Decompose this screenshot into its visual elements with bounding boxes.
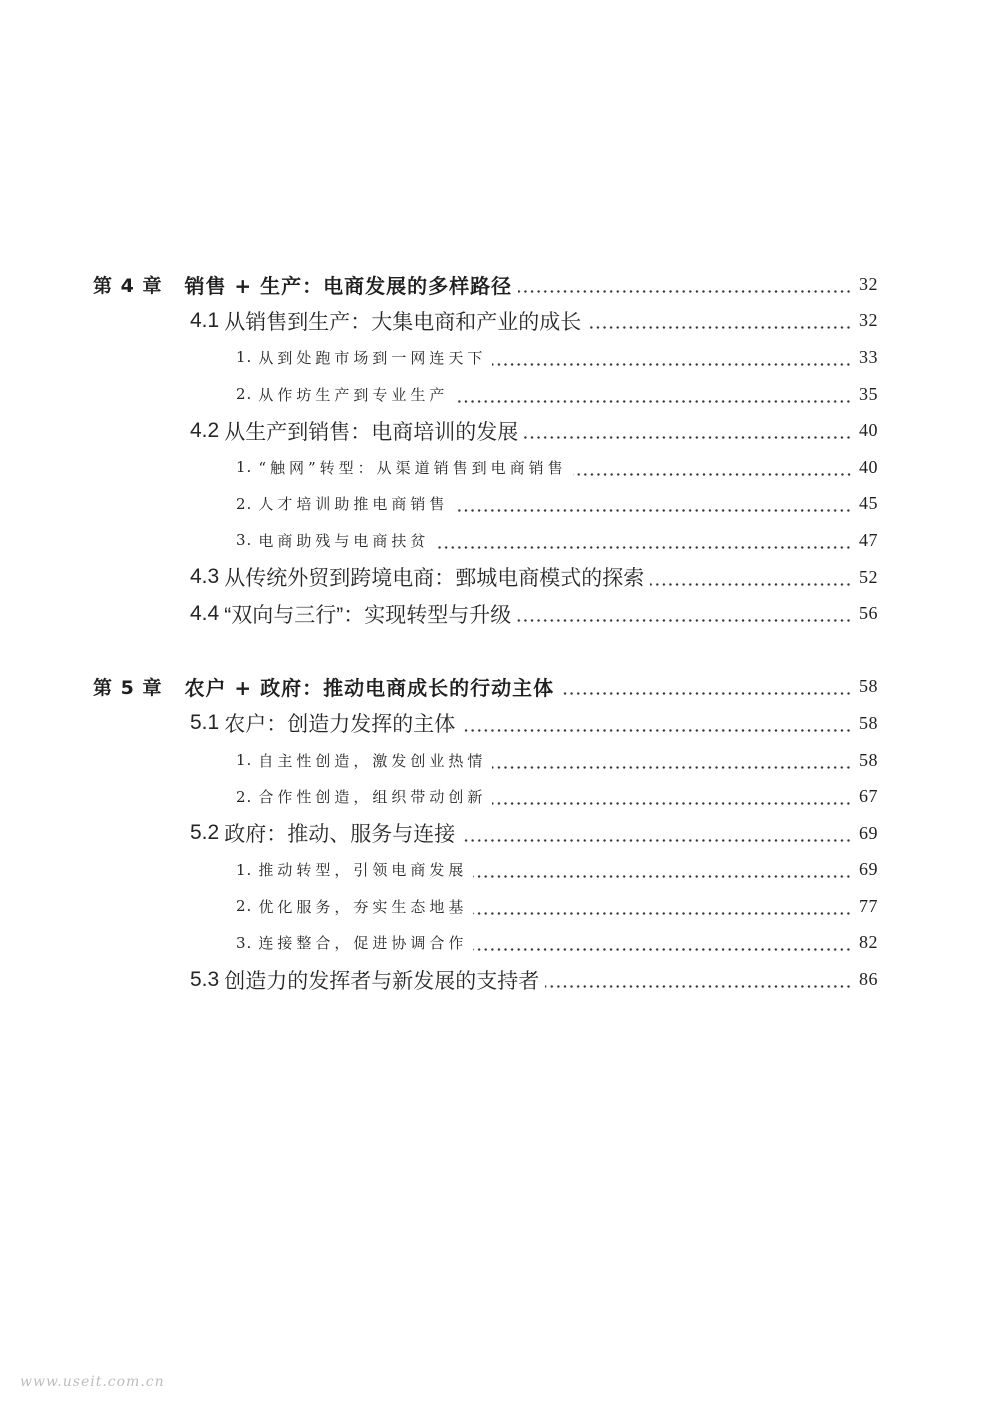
toc-section	[93, 412, 878, 449]
page-number: 69	[859, 822, 878, 843]
section-title: 从销售到生产：大集电商和产业的成长	[224, 310, 582, 334]
item-title: 自主性创造，激发创业热情	[258, 751, 487, 770]
watermark-text: www.useit.com.cn	[20, 1374, 165, 1390]
page-number: 82	[859, 932, 878, 953]
item-number: 2.	[236, 787, 253, 806]
dot-leader	[461, 839, 852, 842]
page-number: 45	[859, 493, 878, 514]
toc-item	[93, 888, 878, 925]
section-number: 4.3	[190, 565, 220, 589]
dot-leader	[454, 400, 852, 403]
dot-leader	[517, 619, 852, 622]
item-title: 推动转型，引领电商发展	[258, 861, 468, 880]
chapter-title: 农户 + 政府：推动电商成长的行动主体	[184, 676, 555, 701]
item-title: 优化服务，夯实生态地基	[258, 897, 468, 916]
dot-leader	[524, 436, 852, 439]
toc-section	[93, 815, 878, 852]
item-title: 人才培训助推电商销售	[258, 495, 449, 514]
section-number: 5.1	[190, 711, 220, 735]
item-number: 2.	[236, 385, 253, 404]
item-title: 连接整合，促进协调合作	[258, 934, 468, 953]
item-number: 1.	[236, 348, 253, 367]
toc-item	[93, 522, 878, 559]
dot-leader	[461, 729, 852, 732]
item-title: “触网”转型：从渠道销售到电商销售	[258, 458, 567, 477]
dot-leader	[587, 326, 852, 329]
toc-item	[93, 778, 878, 815]
dot-leader	[473, 912, 852, 915]
item-title: 从到处跑市场到一网连天下	[258, 348, 487, 367]
toc-section	[93, 595, 878, 632]
page-number: 52	[859, 566, 878, 587]
item-title: 合作性创造，组织带动创新	[258, 788, 487, 807]
table-of-contents	[93, 266, 878, 998]
item-title: 电商助残与电商扶贫	[258, 531, 430, 550]
section-number: 4.2	[190, 418, 220, 442]
section-title: 从生产到销售：电商培训的发展	[224, 420, 519, 444]
dot-leader	[492, 766, 852, 769]
section-number: 4.4	[190, 601, 220, 625]
toc-item	[93, 339, 878, 376]
page-number: 33	[859, 346, 878, 367]
section-number: 4.1	[190, 308, 220, 332]
toc-section	[93, 961, 878, 998]
chapter-gap	[93, 632, 878, 669]
page-number: 56	[859, 603, 878, 624]
dot-leader	[518, 290, 852, 293]
dot-leader	[435, 546, 852, 549]
dot-leader	[492, 363, 852, 366]
section-title: 创造力的发挥者与新发展的支持者	[224, 969, 540, 993]
item-number: 2.	[236, 494, 253, 513]
page-number: 77	[859, 895, 878, 916]
page-number: 58	[859, 712, 878, 733]
section-number: 5.2	[190, 821, 220, 845]
page-number: 40	[859, 420, 878, 441]
page-number: 47	[859, 529, 878, 550]
toc-item	[93, 449, 878, 486]
page-number: 32	[859, 273, 878, 294]
toc-item	[93, 486, 878, 523]
item-number: 1.	[236, 860, 253, 879]
section-title: 政府：推动、服务与连接	[224, 823, 456, 847]
page-number: 69	[859, 859, 878, 880]
toc-section	[93, 705, 878, 742]
dot-leader	[492, 802, 852, 805]
toc-section	[93, 303, 878, 340]
page-number: 35	[859, 383, 878, 404]
dot-leader	[650, 583, 852, 586]
page-number: 32	[859, 310, 878, 331]
item-number: 1.	[236, 458, 253, 477]
section-title: “双向与三行”：实现转型与升级	[224, 603, 512, 627]
dot-leader	[545, 985, 852, 988]
item-number: 3.	[236, 933, 253, 952]
section-title: 农户：创造力发挥的主体	[224, 713, 456, 737]
dot-leader	[454, 509, 852, 512]
item-title: 从作坊生产到专业生产	[258, 385, 449, 404]
dot-leader	[473, 948, 852, 951]
chapter-heading	[93, 669, 878, 706]
chapter-number-label: 第 5 章	[93, 677, 163, 700]
page-number: 58	[859, 749, 878, 770]
dot-leader	[560, 692, 852, 695]
page-number: 86	[859, 969, 878, 990]
item-number: 3.	[236, 531, 253, 550]
dot-leader	[473, 875, 852, 878]
toc-section	[93, 559, 878, 596]
chapter-title: 销售 + 生产：电商发展的多样路径	[184, 273, 513, 298]
page-number: 40	[859, 456, 878, 477]
dot-leader	[573, 473, 852, 476]
page-number: 67	[859, 786, 878, 807]
item-number: 1.	[236, 751, 253, 770]
toc-item	[93, 742, 878, 779]
page-number: 58	[859, 676, 878, 697]
chapter-heading	[93, 266, 878, 303]
toc-item	[93, 376, 878, 413]
section-title: 从传统外贸到跨境电商：鄄城电商模式的探索	[224, 567, 645, 591]
item-number: 2.	[236, 897, 253, 916]
section-number: 5.3	[190, 967, 220, 991]
chapter-number-label: 第 4 章	[93, 274, 163, 297]
toc-item	[93, 852, 878, 889]
toc-item	[93, 925, 878, 962]
